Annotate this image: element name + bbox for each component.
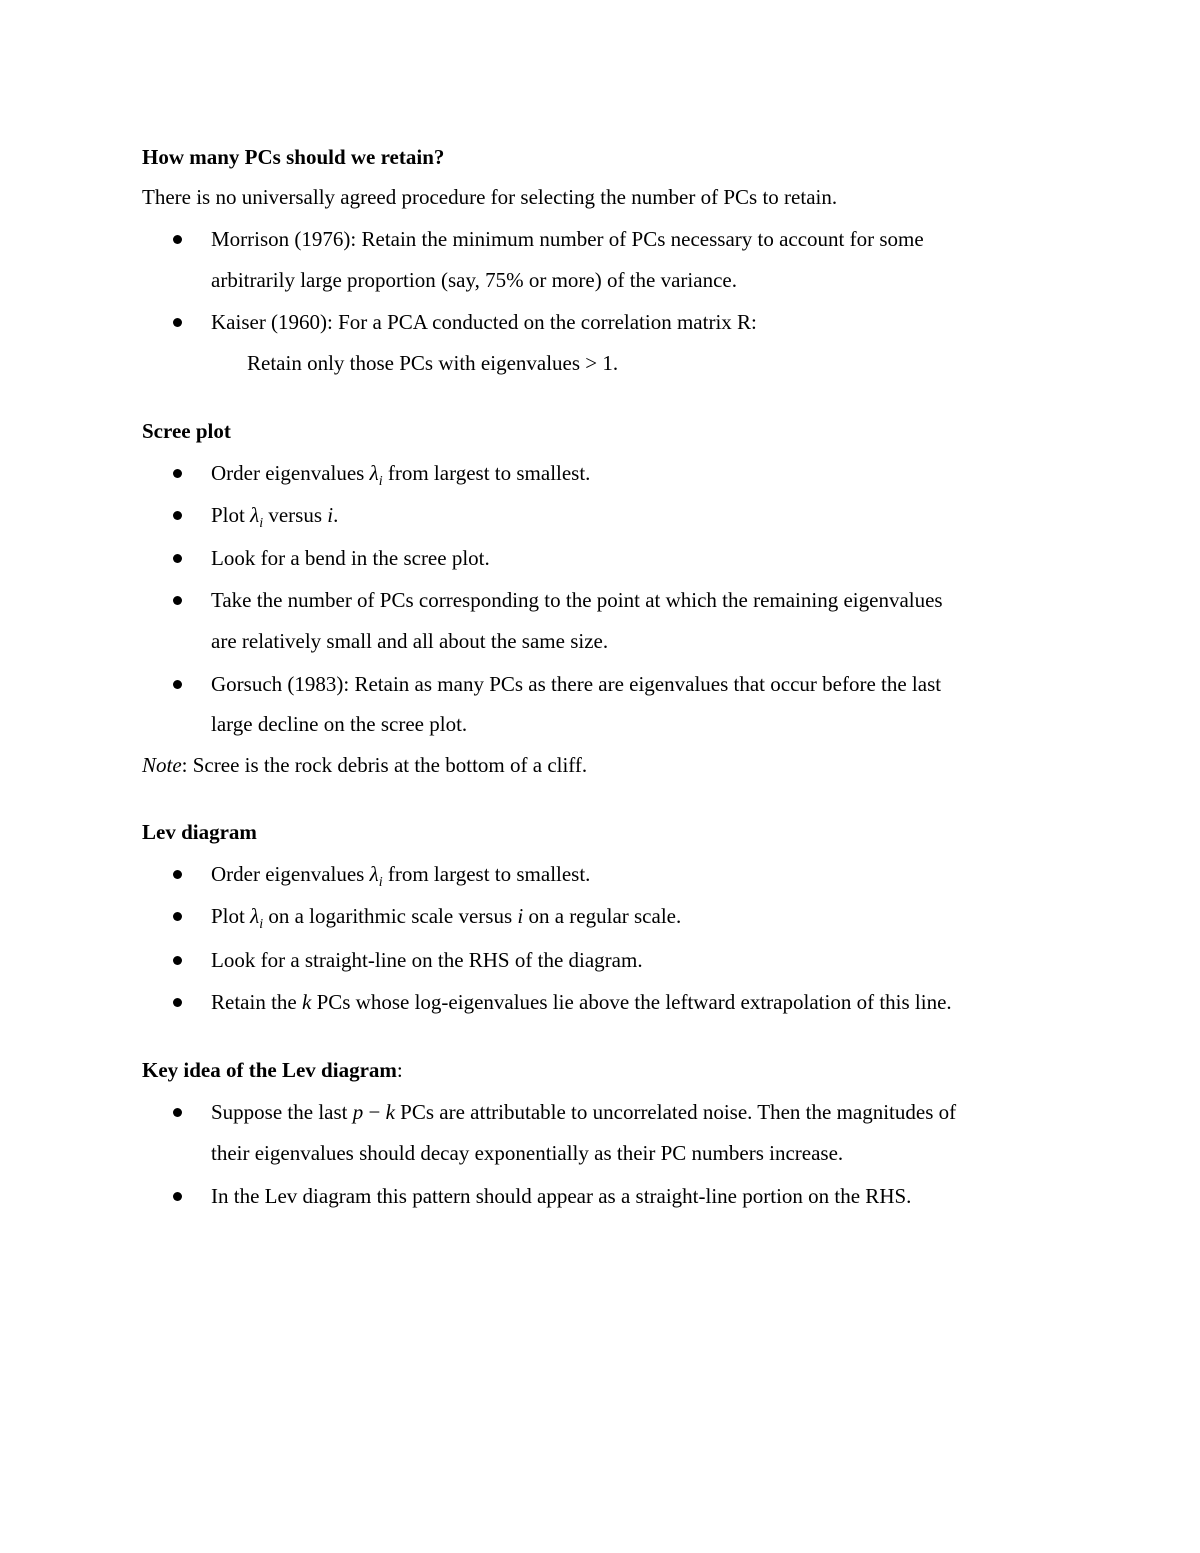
- bullet-lev-plot: Plot $\lambda_i$ on a logarithmic scale versus i on a regular scale.: [211, 904, 682, 933]
- bullet-kaiser-line1: Kaiser (1960): For a PCA conducted on the correlation matrix R:: [211, 310, 757, 334]
- bullet-key-suppose-line1: Suppose the last p − k PCs are attributable to uncorrelated noise. Then the magnitudes of: [211, 1100, 957, 1124]
- bullet-scree-order: Order eigenvalues $\lambda_i$ from largest to smallest.: [211, 461, 591, 490]
- bullet-icon: [173, 680, 182, 689]
- bullet-gorsuch-line2: large decline on the scree plot.: [211, 712, 468, 736]
- scree-note: Note: Scree is the rock debris at the bottom of a cliff.: [142, 753, 588, 777]
- bullet-icon: [173, 511, 182, 520]
- bullet-morrison-line2: arbitrarily large proportion (say, 75% or more) of the variance.: [211, 268, 737, 292]
- bullet-icon: [173, 469, 182, 478]
- bullet-icon: [173, 235, 182, 244]
- section-heading-retain: How many PCs should we retain?: [142, 145, 445, 169]
- bullet-scree-take-line2: are relatively small and all about the same size.: [211, 629, 609, 653]
- intro-text: There is no universally agreed procedure for selecting the number of PCs to retain.: [142, 185, 838, 209]
- bullet-icon: [173, 1108, 182, 1117]
- bullet-gorsuch-line1: Gorsuch (1983): Retain as many PCs as there are eigenvalues that occur before the last: [211, 672, 942, 696]
- bullet-key-pattern: In the Lev diagram this pattern should appear as a straight-line portion on the RHS.: [211, 1184, 912, 1208]
- section-heading-key-idea: Key idea of the Lev diagram:: [142, 1058, 403, 1082]
- bullet-icon: [173, 554, 182, 563]
- bullet-icon: [173, 596, 182, 605]
- bullet-lev-retain: Retain the k PCs whose log-eigenvalues lie above the leftward extrapolation of this line.: [211, 990, 952, 1014]
- bullet-icon: [173, 1192, 182, 1201]
- bullet-icon: [173, 318, 182, 327]
- bullet-icon: [173, 998, 182, 1007]
- bullet-lev-order: Order eigenvalues $\lambda_i$ from largest to smallest.: [211, 862, 591, 891]
- bullet-icon: [173, 956, 182, 965]
- bullet-kaiser-line2: Retain only those PCs with eigenvalues > 1.: [247, 351, 619, 375]
- bullet-icon: [173, 912, 182, 921]
- bullet-scree-take-line1: Take the number of PCs corresponding to the point at which the remaining eigenvalues: [211, 588, 943, 612]
- bullet-morrison-line1: Morrison (1976): Retain the minimum number of PCs necessary to account for some: [211, 227, 924, 251]
- section-heading-scree: Scree plot: [142, 419, 231, 443]
- bullet-scree-plot: Plot $\lambda_i$ versus i.: [211, 503, 339, 532]
- bullet-key-suppose-line2: their eigenvalues should decay exponentially as their PC numbers increase.: [211, 1141, 844, 1165]
- bullet-scree-bend: Look for a bend in the scree plot.: [211, 546, 490, 570]
- bullet-icon: [173, 870, 182, 879]
- section-heading-lev: Lev diagram: [142, 820, 257, 844]
- bullet-lev-straight: Look for a straight-line on the RHS of the diagram.: [211, 948, 643, 972]
